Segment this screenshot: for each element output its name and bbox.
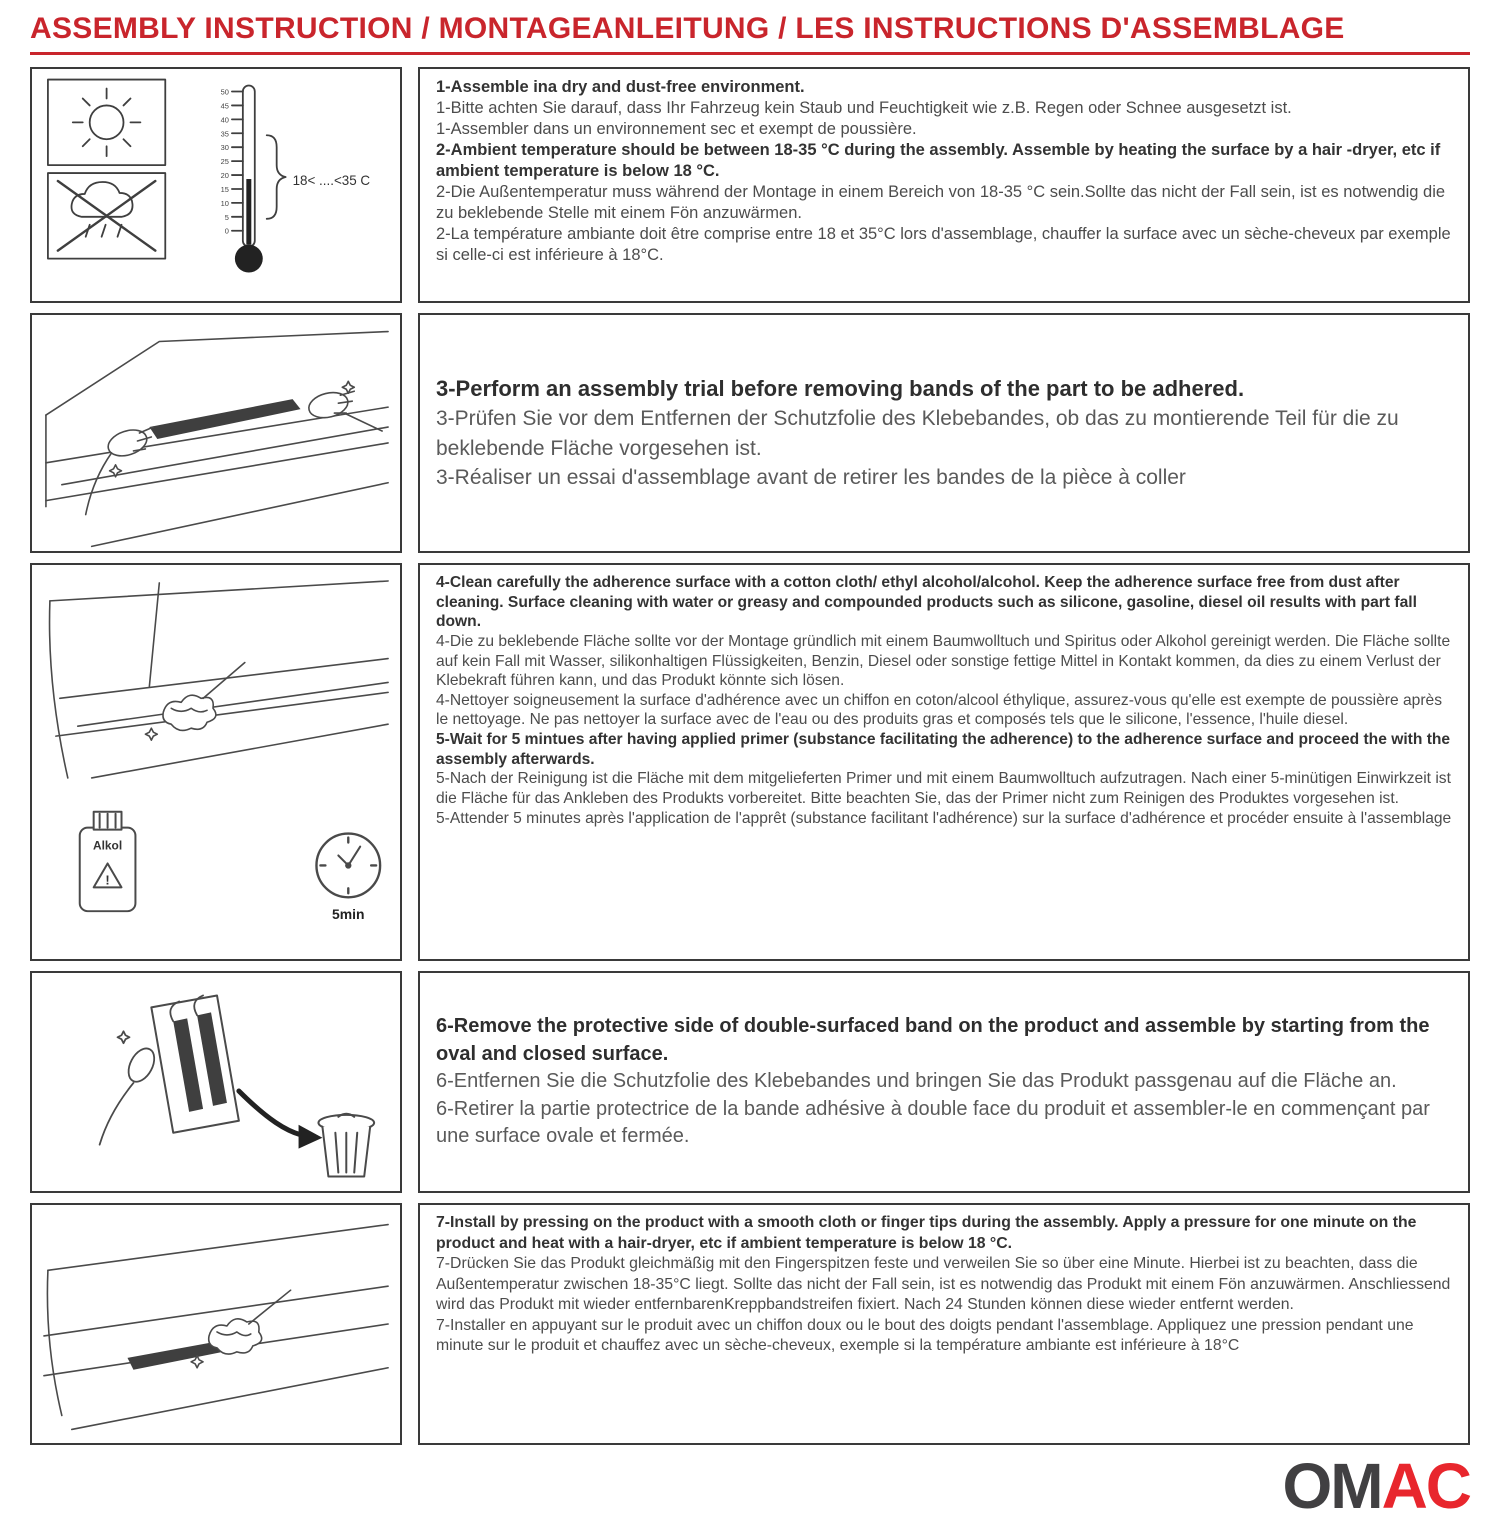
sun-icon <box>48 80 165 166</box>
instruction-de: 1-Bitte achten Sie darauf, dass Ihr Fahrzeug kein Staub und Feuchtigkeit wie z.B. Regen oder Schnee ausgesetzt ist. <box>436 98 1292 117</box>
alcohol-bottle-icon <box>80 812 136 911</box>
bottle-label: Alkol <box>93 838 123 853</box>
instruction-de: 2-Die Außentemperatur muss während der Montage in einem Bereich von 18-35 °C sein.Sollte das nicht der Fall sein, ist es notwendig die zu beklebende Stelle mit einem Fön anzuwärmen. <box>436 182 1446 222</box>
instruction-en: 3-Perform an assembly trial before removing bands of the part to be adhered. <box>436 375 1245 401</box>
press-product-drawing <box>32 1205 400 1443</box>
instruction-row-5 <box>30 1203 1470 1445</box>
instruction-row-4 <box>30 971 1470 1193</box>
environment-temperature-drawing <box>32 69 400 301</box>
instruction-text-2 <box>418 313 1470 553</box>
illustration-peel-band <box>30 971 402 1193</box>
instruction-row-3 <box>30 563 1470 961</box>
thermometer-tick-label: 35 <box>220 129 229 139</box>
instruction-text-4 <box>418 971 1470 1193</box>
instruction-de: 3-Prüfen Sie vor dem Entfernen der Schutzfolie des Klebebandes, ob das zu montierende Teil für die zu beklebende Fläche vorgesehen ist. <box>436 407 1399 460</box>
instruction-de: 4-Die zu beklebende Fläche sollte vor der Montage gründlich mit einem Baumwolltuch und Spiritus oder Alkohol gereinigt werden. Die Fläche sollte auf kein Fall mit Wasser, silikonhaltigen Flüssigkeiten, Benzin, Diesel oder sonstige fettige Mittel in Kontakt kommen, da dies zu einem Verlust der Klebekraft führen kann, und das Produkt könnte sich lösen. <box>436 632 1451 690</box>
instruction-de: 5-Nach der Reinigung ist die Fläche mit dem mitgelieferten Primer und mit einem Baumwolltuch aufzutragen. Nach einer 5-minütigen Einwirkzeit ist die Fläche für das Ankleben des Produkts vorbereitet. Bitte beachten Sie, das der Primer nicht zum Reinigen des Produktes vorgesehen ist. <box>436 770 1451 808</box>
instruction-fr: 5-Attender 5 minutes après l'application de l'apprêt (substance facilitant l'adhérence) sur la surface d'adhérence et procéder ensuite à l'assemblage <box>436 809 1452 827</box>
no-rain-icon <box>48 173 165 259</box>
instruction-en: 5-Wait for 5 mintues after having applied primer (substance facilitating the adherence) to the adherence surface and proceed the with the assembly afterwards. <box>436 731 1451 768</box>
thermometer-icon <box>232 86 286 273</box>
instruction-row-1 <box>30 67 1470 303</box>
brand-logo-dark-part: OM <box>1282 1450 1382 1522</box>
instruction-fr: 2-La température ambiante doit être comprise entre 18 et 35°C lors d'assemblage, chauffer la surface avec un sèche-cheveux par exemple si celle-ci est inférieure à 18°C. <box>436 224 1451 264</box>
thermometer-scale <box>221 87 229 235</box>
thermometer-tick-label: 40 <box>220 115 229 125</box>
clock-label: 5min <box>332 906 365 923</box>
instruction-de: 6-Entfernen Sie die Schutzfolie des Klebebandes und bringen Sie das Produkt passgenau auf die Fläche an. <box>436 1070 1397 1093</box>
peel-band-trash-icon <box>100 995 375 1176</box>
hand-icon <box>123 1044 159 1086</box>
temperature-range-label: 18< ....<35 C <box>292 173 371 188</box>
warning-exclamation: ! <box>105 872 110 888</box>
brand-logo <box>1282 1450 1470 1522</box>
trial-fit-drawing <box>32 315 400 551</box>
illustration-trial-fit <box>30 313 402 553</box>
press-product-icon <box>44 1225 388 1430</box>
illustration-environment-temperature <box>30 67 402 303</box>
thermometer-tick-label: 0 <box>224 226 229 236</box>
instruction-de: 7-Drücken Sie das Produkt gleichmäßig mit den Fingerspitzen feste und verweilen Sie so über eine Minute. Hierbei ist zu beachten, dass die Außentemperatur zwischen 18-35°C liegt. Sollte das nicht der Fall sein, ist es notwendig das Produkt mit einem Fön anzuwärmen. Anschliessend wird das Produkt mit wieder entfernbarenKreppbandstreifen fixiert. Nach 24 Stunden können diese wieder entfernt werden. <box>436 1255 1451 1314</box>
thermometer-tick-label: 20 <box>220 171 229 181</box>
trash-bin-icon <box>318 1114 374 1177</box>
thermometer-tick-label: 45 <box>220 101 229 111</box>
instruction-text-1 <box>418 67 1470 303</box>
instruction-text-5 <box>418 1203 1470 1445</box>
instruction-en: 4-Clean carefully the adherence surface with a cotton cloth/ ethyl alcohol/alcohol. Keep the adherence surface free from dust after cleaning. Surface cleaning with water or greasy and compounded products such as silicone, gasoline, diesel oil results with part fall down. <box>436 574 1417 631</box>
instruction-en: 6-Remove the protective side of double-surfaced band on the product and assemble by starting from the oval and closed surface. <box>436 1015 1430 1065</box>
clock-icon <box>316 834 380 898</box>
instruction-text-3 <box>418 563 1470 961</box>
instruction-fr: 3-Réaliser un essai d'assemblage avant de retirer les bandes de la pièce à coller <box>436 466 1186 490</box>
instruction-fr: 1-Assembler dans un environnement sec et exempt de poussière. <box>436 119 917 138</box>
title-underline <box>30 52 1470 55</box>
thermometer-tick-label: 25 <box>220 157 229 167</box>
right-hand-icon <box>306 381 382 431</box>
instruction-fr: 4-Nettoyer soigneusement la surface d'adhérence avec un chiffon en coton/alcool éthylique, assurez-vous qu'elle est exempte de poussière après le nettoyage. Ne pas nettoyer la surface avec de l'eau ou des produits gras et composés tels que le silicone, l'essence, l'huile diesel. <box>436 691 1443 729</box>
instruction-en: 7-Install by pressing on the product with a smooth cloth or finger tips during the assembly. Apply a pressure for one minute on the product and heat with a hair-dryer, etc if ambient temperature is below 18 °C. <box>436 1214 1417 1252</box>
instruction-fr: 6-Retirer la partie protectrice de la bande adhésive à double face du produit et assembler-le en commençant par une surface ovale et fermée. <box>436 1097 1430 1148</box>
cloth-icon <box>163 695 216 730</box>
thermometer-tick-label: 15 <box>220 184 229 194</box>
cleaning-primer-drawing <box>32 565 400 959</box>
illustration-cleaning-primer <box>30 563 402 961</box>
thermometer-tick-label: 50 <box>220 87 229 97</box>
thermometer-tick-label: 30 <box>220 143 229 153</box>
instruction-row-2 <box>30 313 1470 553</box>
thermometer-tick-label: 10 <box>220 198 229 208</box>
illustration-press-product <box>30 1203 402 1445</box>
instruction-en: 2-Ambient temperature should be between 18-35 °C during the assembly. Assemble by heating the surface by a hair -dryer, etc if ambient temperature is below 18 °C. <box>436 140 1441 180</box>
peel-band-drawing <box>32 973 400 1191</box>
page-title: ASSEMBLY INSTRUCTION / MONTAGEANLEITUNG / LES INSTRUCTIONS D'ASSEMBLAGE <box>30 12 1345 45</box>
arrow-head <box>299 1125 323 1149</box>
brand-logo-red-part: AC <box>1381 1450 1470 1522</box>
instruction-fr: 7-Installer en appuyant sur le produit avec un chiffon doux ou le bout des doigts pendant l'assemblage. Appliquez une pression pendant une minute sur le produit et chauffez avec un sèche-cheveux, exemple si la température ambiante est inférieure à 18°C <box>436 1316 1414 1355</box>
instruction-en: 1-Assemble ina dry and dust-free environment. <box>436 78 805 96</box>
door-sill-cleaning <box>50 581 389 778</box>
thermometer-tick-label: 5 <box>224 212 229 222</box>
